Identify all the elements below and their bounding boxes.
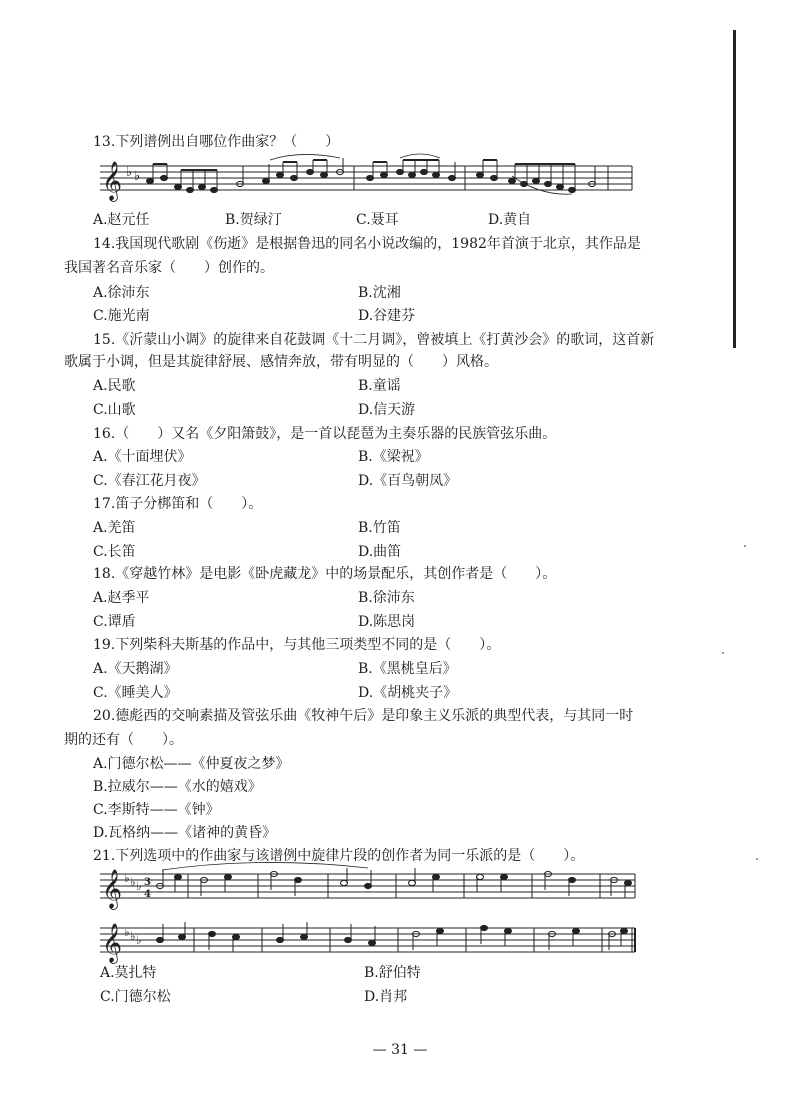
svg-text:𝄞: 𝄞 (102, 161, 123, 201)
q16-option-c: C.《春江花月夜》 (93, 473, 206, 489)
speck (756, 858, 758, 860)
time-signature-top: 3 (144, 877, 151, 888)
page-number: — 31 — (372, 1042, 428, 1058)
q19-stem: 19.下列柴科夫斯基的作品中，与其他三项类型不同的是（ ）。 (93, 637, 501, 653)
q17-option-d: D.曲笛 (358, 544, 402, 560)
q21-option-d: D.肖邦 (364, 989, 408, 1005)
q14-option-b: B.沈湘 (358, 285, 401, 301)
margin-rule (733, 30, 736, 348)
q15-option-c: C.山歌 (93, 402, 136, 418)
q18-option-d: D.陈思岗 (358, 614, 416, 630)
q18-stem: 18.《穿越竹林》是电影《卧虎藏龙》中的场景配乐，其创作者是（ ）。 (93, 566, 557, 582)
q16-option-d: D.《百鸟朝凤》 (358, 473, 458, 489)
q19-option-b: B.《黑桃皇后》 (358, 661, 457, 677)
q21-option-a: A.莫扎特 (100, 965, 157, 981)
q21-stem: 21.下列选项中的作曲家与该谱例中旋律片段的创作者为同一乐派的是（ ）。 (93, 848, 585, 864)
q14-option-c: C.施光南 (93, 308, 150, 324)
q20-stem-line2: 期的还有（ ）。 (64, 732, 183, 748)
speck (722, 652, 724, 654)
q14-stem-line1: 14.我国现代歌剧《伤逝》是根据鲁迅的同名小说改编的，1982年首演于北京，其作品是 (93, 236, 641, 252)
q13-music-staff (100, 156, 635, 202)
svg-text:♭: ♭ (124, 925, 130, 939)
q17-option-b: B.竹笛 (358, 520, 401, 536)
q15-option-b: B.童谣 (358, 378, 401, 394)
q19-option-a: A.《天鹅湖》 (93, 661, 178, 677)
q14-option-a: A.徐沛东 (93, 285, 150, 301)
time-signature-bottom: 4 (144, 889, 151, 900)
q14-stem-line2: 我国著名音乐家（ ）创作的。 (64, 260, 274, 276)
q20-option-c: C.李斯特——《钟》 (93, 802, 220, 818)
svg-text:♭: ♭ (136, 879, 142, 893)
q16-option-a: A.《十面埋伏》 (93, 449, 192, 465)
q16-stem: 16.（ ）又名《夕阳箫鼓》，是一首以琵琶为主奏乐器的民族管弦乐曲。 (93, 426, 557, 442)
q21-option-b: B.舒伯特 (364, 965, 421, 981)
q19-option-d: D.《胡桃夹子》 (358, 685, 458, 701)
q18-option-b: B.徐沛东 (358, 590, 415, 606)
q17-stem: 17.笛子分梆笛和（ ）。 (93, 496, 263, 512)
q21-music-staff-2 (100, 918, 635, 962)
q20-stem-line1: 20.德彪西的交响素描及管弦乐曲《牧神午后》是印象主义乐派的典型代表，与其同一时 (93, 708, 634, 724)
q15-stem-line1: 15.《沂蒙山小调》的旋律来自花鼓调《十二月调》，曾被填上《打黄沙会》的歌词，这首新 (93, 332, 655, 348)
q15-option-a: A.民歌 (93, 378, 136, 394)
svg-text:♭: ♭ (136, 933, 142, 947)
q19-option-c: C.《睡美人》 (93, 685, 178, 701)
q16-option-b: B.《梁祝》 (358, 449, 429, 465)
q14-option-d: D.谷建芬 (358, 308, 416, 324)
svg-text:♭: ♭ (130, 929, 136, 943)
q21-option-c: C.门德尔松 (100, 989, 171, 1005)
q21-music-staff-1 (100, 864, 635, 908)
q13-stem: 13.下列谱例出自哪位作曲家？（ ） (93, 134, 340, 150)
svg-text:♭: ♭ (130, 875, 136, 889)
q13-option-d: D.黄自 (488, 212, 532, 228)
q18-option-a: A.赵季平 (93, 590, 150, 606)
q15-stem-line2: 歌属于小调，但是其旋律舒展、感情奔放，带有明显的（ ）风格。 (64, 354, 498, 370)
q13-option-c: C.聂耳 (356, 212, 399, 228)
q13-option-b: B.贺绿汀 (225, 212, 282, 228)
svg-text:♭: ♭ (124, 871, 130, 885)
svg-text:𝄞: 𝄞 (102, 923, 123, 963)
svg-text:♭: ♭ (134, 169, 141, 184)
q18-option-c: C.谭盾 (93, 614, 136, 630)
q20-option-b: B.拉威尔——《水的嬉戏》 (93, 779, 262, 795)
q20-option-a: A.门德尔松——《仲夏夜之梦》 (93, 756, 290, 772)
q17-option-c: C.长笛 (93, 544, 136, 560)
q17-option-a: A.羌笛 (93, 520, 136, 536)
q20-option-d: D.瓦格纳——《诸神的黄昏》 (93, 825, 277, 841)
q13-option-a: A.赵元任 (93, 212, 150, 228)
q15-option-d: D.信天游 (358, 402, 416, 418)
svg-text:𝄞: 𝄞 (102, 869, 123, 909)
svg-text:♭: ♭ (126, 165, 133, 180)
speck (744, 545, 746, 547)
